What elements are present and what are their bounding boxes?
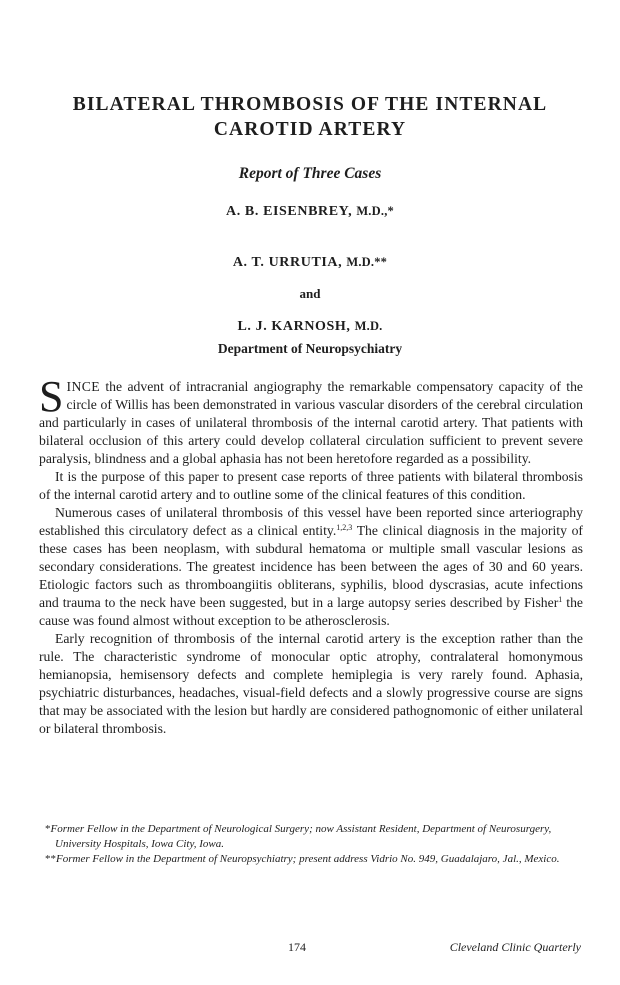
footnote-1: [45, 822, 583, 852]
author-1-degree: M.D.,*: [356, 204, 394, 218]
article-subtitle: Report of Three Cases: [238, 165, 382, 182]
footnote-1-text: Former Fellow in the Department of Neurological Surgery; now Assistant Resident, Department of Neurosurgery, University Hospitals, Iowa City, Iowa.: [50, 823, 552, 850]
paragraph-2: It is the purpose of this paper to present case reports of three patients with bilateral thrombosis of the internal carotid artery and to outline some of the clinical features of this condition.: [39, 469, 583, 502]
footnote-2-text: Former Fellow in the Department of Neuropsychiatry; present address Vidrio No. 949, Guadalajaro, Jal., Mexico.: [56, 853, 560, 865]
title-line-1: BILATERAL THROMBOSIS OF THE INTERNAL: [72, 94, 548, 115]
author-conjunction: and: [299, 286, 321, 301]
author-1-name: A. B. EISENBREY,: [226, 204, 353, 219]
citation-ref-2: 1: [558, 595, 563, 604]
footnote-2: [45, 852, 583, 867]
drop-cap: S: [39, 372, 64, 421]
page-number: 174: [288, 940, 306, 954]
article-body: [39, 372, 583, 738]
paragraph-3-part-b: The clinical diagnosis in the majority of these cases has been neoplasm, with subdural hematoma or multiple small vascular lesions as secondary considerations. The greatest incidence has been between the ages of 30 and 60 years. Etiologic factors such as thromboangiitis obliterans, syphilis, blood dyscrasias, acute infections and trauma to the neck have been suggested, but in a large autopsy series described by Fisher: [39, 523, 583, 610]
paragraph-3-part-a: Numerous cases of unilateral thrombosis of this vessel have been reported since arteriography established this circulatory defect as a clinical entity.: [39, 505, 583, 538]
paragraph-1-text: the advent of intracranial angiography the remarkable compensatory capacity of the circle of Willis has been demonstrated in various vascular disorders of the cerebral circulation and particularly in cases of unilateral thrombosis of the internal carotid artery. That patients with bilateral occlusion of this artery could develop collateral circulation sufficient to prevent severe paralysis, blindness and a global aphasia has not been heretofore regarded as a possibility.: [39, 379, 583, 466]
author-3-name: L. J. KARNOSH,: [237, 319, 351, 334]
author-2-name: A. T. URRUTIA,: [232, 255, 343, 270]
footnote-2-mark: **: [45, 853, 56, 865]
author-2-degree: M.D.**: [346, 255, 388, 269]
author-3: [0, 319, 620, 335]
citation-ref-1: 1,2,3: [336, 523, 353, 532]
paragraph-4: Early recognition of thrombosis of the internal carotid artery is the exception rather than the rule. The characteristic syndrome of monocular optic atrophy, contralateral homonymous hemianopsia, hemisensory defects and complete hemiplegia is very rarely found. Aphasia, psychiatric disturbances, headaches, visual-field defects and a slowly progressive course are signs that may be associated with the lesion but hardly are considered pathognomonic of either unilateral or bilateral thrombosis.: [39, 631, 583, 736]
article-title: [40, 92, 580, 142]
author-1: [0, 204, 620, 220]
paragraph-1-lead: INCE: [66, 379, 101, 394]
paragraph-3-part-c: the cause was found almost without exception to be atherosclerosis.: [39, 595, 583, 628]
footnotes: [45, 822, 583, 867]
paragraph-3: [39, 504, 583, 630]
author-3-degree: M.D.: [354, 319, 383, 333]
paragraph-1: [39, 372, 583, 468]
department-affiliation: Department of Neuropsychiatry: [217, 341, 403, 356]
author-2: [0, 255, 620, 271]
journal-name: Cleveland Clinic Quarterly: [449, 940, 581, 954]
title-line-2: CAROTID ARTERY: [213, 119, 407, 140]
footnote-1-mark: *: [45, 823, 51, 835]
